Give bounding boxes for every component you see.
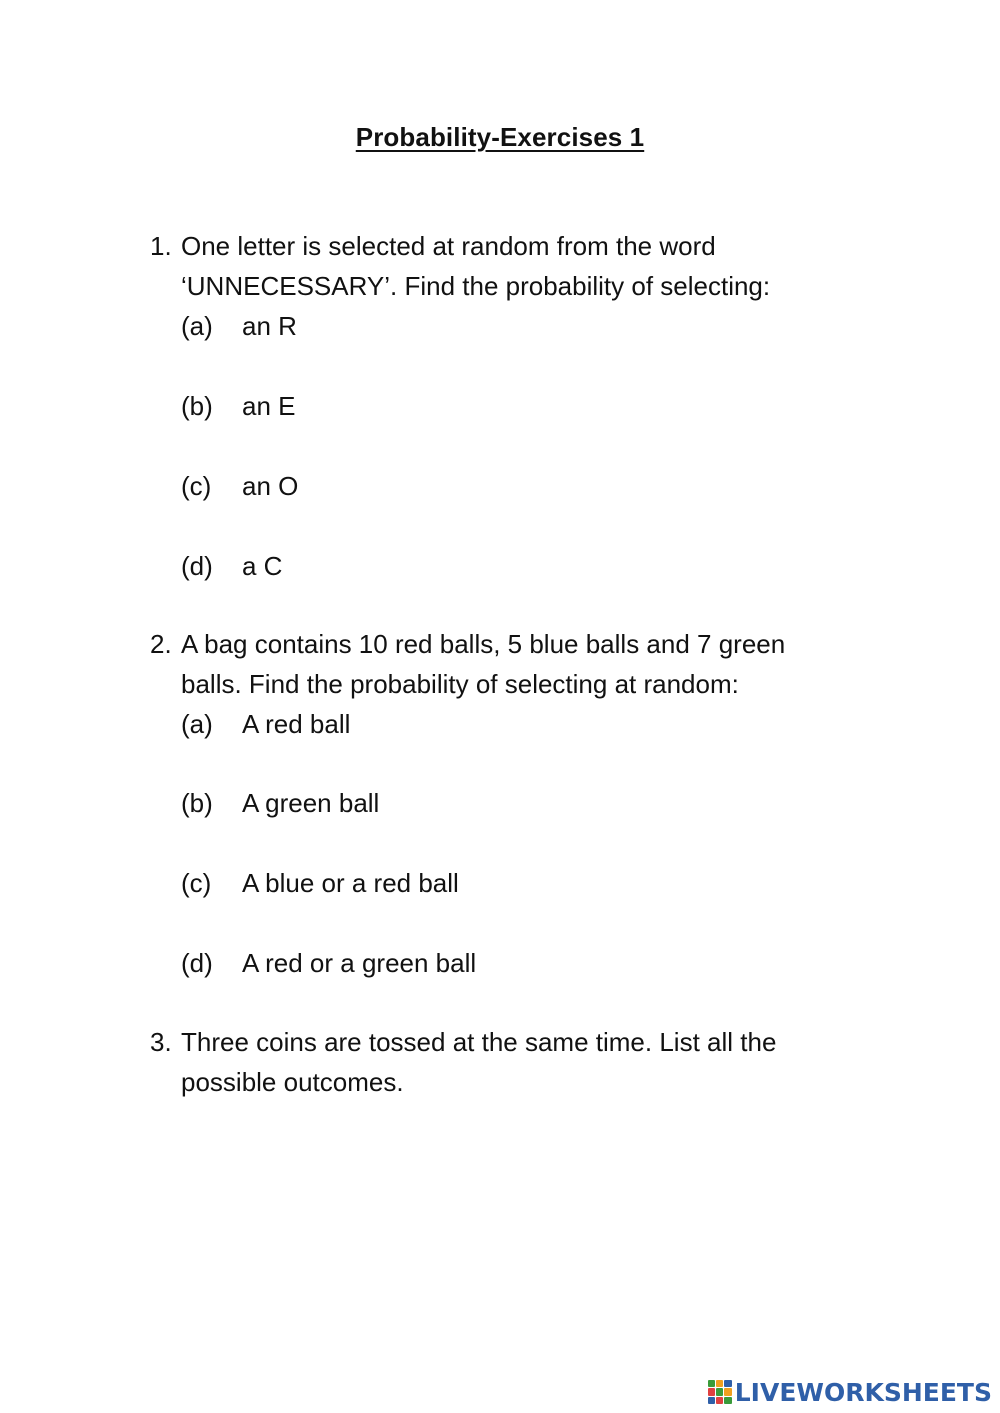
question-1-part-a: [181, 306, 297, 346]
logo-grid-cell: [708, 1388, 715, 1395]
part-text: A blue or a red ball: [242, 868, 459, 898]
logo-grid-cell: [716, 1380, 723, 1387]
part-text: a C: [242, 551, 283, 581]
question-3-text-1: Three coins are tossed at the same time. List all the: [181, 1027, 777, 1057]
part-label: (a): [181, 311, 213, 341]
part-label: (b): [181, 391, 213, 421]
question-1-part-d: [181, 546, 282, 586]
liveworksheets-logo: [708, 1377, 992, 1407]
logo-text: LIVEWORKSHEETS: [734, 1377, 992, 1407]
part-text: an E: [242, 391, 296, 421]
question-2-text-1: A bag contains 10 red balls, 5 blue balls and 7 green: [181, 629, 786, 659]
part-label: (c): [181, 471, 212, 501]
logo-grid-cell: [724, 1380, 731, 1387]
logo-grid-cell: [724, 1388, 731, 1395]
logo-grid-icon: [708, 1380, 732, 1404]
logo-grid-cell: [716, 1388, 723, 1395]
question-1-number: 1.: [150, 231, 172, 261]
question-3-number: 3.: [150, 1027, 172, 1057]
question-1-text-1: One letter is selected at random from the word: [181, 231, 716, 261]
question-1-line-1: [150, 226, 850, 266]
question-2-part-a: [181, 704, 350, 744]
page-title: Probability-Exercises 1: [355, 122, 645, 152]
question-2-line-2: balls. Find the probability of selecting at random:: [181, 669, 739, 699]
part-label: (d): [181, 948, 213, 978]
question-2-part-c: [181, 863, 459, 903]
part-label: (c): [181, 868, 212, 898]
part-label: (b): [181, 788, 213, 818]
question-1-part-c: [181, 466, 298, 506]
question-2: [150, 624, 850, 704]
part-text: A green ball: [242, 788, 380, 818]
question-2-line-1: [150, 624, 850, 664]
question-1: [150, 226, 850, 306]
part-label: (d): [181, 551, 213, 581]
question-3-line-1: [150, 1022, 850, 1062]
question-3-line-2: possible outcomes.: [181, 1067, 404, 1097]
question-1-line-2: ‘UNNECESSARY’. Find the probability of selecting:: [181, 271, 771, 301]
part-text: an O: [242, 471, 299, 501]
part-text: A red ball: [242, 709, 351, 739]
part-text: A red or a green ball: [242, 948, 477, 978]
part-text: an R: [242, 311, 297, 341]
logo-grid-cell: [716, 1397, 723, 1404]
question-3: [150, 1022, 850, 1102]
question-2-part-d: [181, 943, 476, 983]
question-1-part-b: [181, 386, 296, 426]
question-2-part-b: [181, 783, 379, 823]
logo-grid-cell: [724, 1397, 731, 1404]
part-label: (a): [181, 709, 213, 739]
logo-grid-cell: [708, 1397, 715, 1404]
logo-grid-cell: [708, 1380, 715, 1387]
question-2-number: 2.: [150, 629, 172, 659]
